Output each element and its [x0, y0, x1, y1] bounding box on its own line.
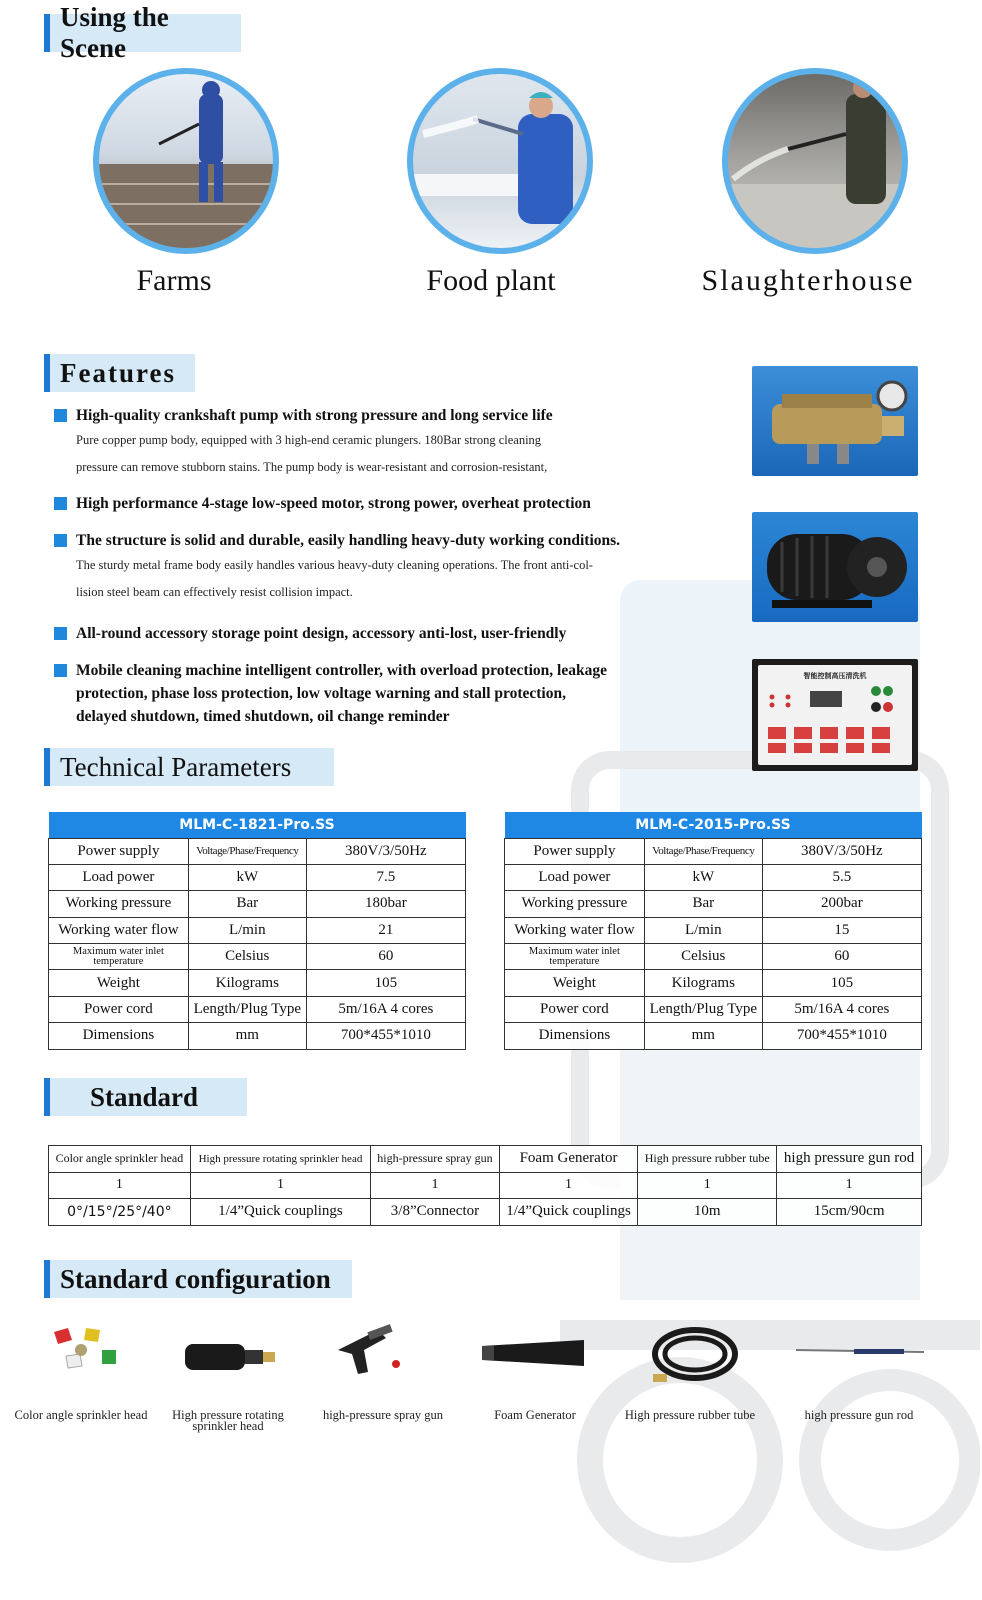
param-name: Load power [49, 864, 189, 890]
param-name: Power cord [505, 996, 645, 1022]
feature-title: The structure is solid and durable, easily handling heavy-duty working conditions. [76, 532, 621, 549]
accessory-spray-gun [308, 1320, 458, 1421]
param-name: Weight [49, 970, 189, 996]
table-row [505, 838, 922, 864]
bullet-square-icon [54, 664, 67, 677]
table-row [505, 996, 922, 1022]
param-value: 200bar [762, 891, 921, 917]
std-qty: 1 [49, 1172, 191, 1199]
std-spec: 1/4”Quick couplings [499, 1199, 638, 1226]
param-value: 105 [306, 970, 465, 996]
accessory-caption: high pressure gun rod [804, 1408, 914, 1422]
param-value: 105 [762, 970, 921, 996]
param-unit: Kilograms [644, 970, 762, 996]
std-qty: 1 [777, 1172, 922, 1199]
standard-table [48, 1145, 922, 1226]
std-spec: 1/4”Quick couplings [190, 1199, 370, 1226]
param-value: 60 [306, 944, 465, 970]
accessory-caption: high-pressure spray gun [322, 1408, 444, 1422]
param-unit: L/min [644, 917, 762, 943]
table-row [505, 891, 922, 917]
param-name: Dimensions [49, 1023, 189, 1049]
feature-item [54, 659, 614, 728]
gun-rod-icon [784, 1320, 934, 1392]
param-name: Working water flow [505, 917, 645, 943]
table-row [505, 917, 922, 943]
scene-image-farms [93, 68, 279, 254]
bullet-square-icon [54, 409, 67, 422]
accessory-caption: High pressure rubber tube [624, 1408, 756, 1422]
model-header: MLM-C-2015-Pro.SS [505, 812, 922, 838]
table-row [505, 1023, 922, 1049]
param-value: 180bar [306, 891, 465, 917]
section-title-tech [44, 748, 334, 786]
param-name: Power supply [49, 838, 189, 864]
table-row [505, 970, 922, 996]
param-value: 15 [762, 917, 921, 943]
table-row [49, 891, 466, 917]
section-title-standard [44, 1078, 247, 1116]
feature-item [54, 529, 694, 606]
accessory-caption: High pressure rotating sprinkler head [172, 1408, 284, 1433]
section-title-text: Features [60, 357, 176, 388]
rotating-head-icon [153, 1320, 303, 1392]
foam-generator-icon [460, 1320, 610, 1392]
accessory-rubber-tube [615, 1320, 765, 1421]
param-table-2015 [504, 812, 922, 1050]
param-value: 5.5 [762, 864, 921, 890]
bullet-square-icon [54, 534, 67, 547]
param-unit: kW [644, 864, 762, 890]
std-header: Foam Generator [499, 1146, 638, 1173]
accessory-caption: Foam Generator [494, 1408, 576, 1422]
std-spec: 3/8”Connector [371, 1199, 500, 1226]
accessory-rotating-head [153, 1320, 303, 1432]
nozzle-set-icon [6, 1320, 156, 1392]
std-qty: 1 [638, 1172, 777, 1199]
accessory-nozzles [6, 1320, 156, 1421]
model-header: MLM-C-1821-Pro.SS [49, 812, 466, 838]
table-row [49, 838, 466, 864]
param-value: 380V/3/50Hz [762, 838, 921, 864]
param-unit: L/min [188, 917, 306, 943]
pump-image [752, 366, 918, 476]
param-name: Load power [505, 864, 645, 890]
std-spec: 0°/15°/25°/40° [49, 1199, 191, 1226]
param-name: Working pressure [505, 891, 645, 917]
param-value: 700*455*1010 [306, 1023, 465, 1049]
spray-gun-icon [308, 1320, 458, 1392]
param-unit: Voltage/Phase/Frequency [644, 838, 762, 864]
param-name: Working pressure [49, 891, 189, 917]
feature-title: High performance 4-stage low-speed motor, strong power, overheat protection [76, 495, 591, 512]
hose-icon [615, 1320, 765, 1392]
param-name: Maximum water inlet temperature [505, 944, 645, 970]
param-name: Power cord [49, 996, 189, 1022]
scene-label-food-plant: Food plant [426, 264, 556, 297]
section-title-text: Using the Scene [60, 2, 169, 63]
std-header: Color angle sprinkler head [49, 1146, 191, 1173]
accessory-foam-generator [460, 1320, 610, 1421]
section-title-text: Standard [90, 1081, 199, 1112]
std-qty: 1 [190, 1172, 370, 1199]
param-value: 700*455*1010 [762, 1023, 921, 1049]
table-row [505, 944, 922, 970]
section-title-scene [44, 2, 241, 63]
param-unit: Length/Plug Type [188, 996, 306, 1022]
section-title-text: Standard configuration [60, 1263, 331, 1294]
bullet-square-icon [54, 627, 67, 640]
table-row [49, 1146, 922, 1173]
param-value: 380V/3/50Hz [306, 838, 465, 864]
param-unit: Bar [188, 891, 306, 917]
table-row [49, 944, 466, 970]
table-row [505, 864, 922, 890]
param-unit: Celsius [644, 944, 762, 970]
param-unit: Celsius [188, 944, 306, 970]
param-value: 21 [306, 917, 465, 943]
param-name: Working water flow [49, 917, 189, 943]
table-row [49, 1199, 922, 1226]
std-spec: 15cm/90cm [777, 1199, 922, 1226]
param-unit: kW [188, 864, 306, 890]
feature-title: High-quality crankshaft pump with strong pressure and long service life [76, 407, 553, 424]
param-value: 7.5 [306, 864, 465, 890]
table-row [49, 917, 466, 943]
table-row [49, 1023, 466, 1049]
controller-label: 智能控制高压清洗机 [803, 672, 867, 680]
accessory-gun-rod [784, 1320, 934, 1421]
scene-image-slaughterhouse [722, 68, 908, 254]
scene-image-food-plant [407, 68, 593, 254]
param-unit: mm [188, 1023, 306, 1049]
feature-item [54, 404, 694, 481]
feature-title: All-round accessory storage point design, accessory anti-lost, user-friendly [76, 625, 567, 642]
param-unit: mm [644, 1023, 762, 1049]
param-value: 60 [762, 944, 921, 970]
std-qty: 1 [499, 1172, 638, 1199]
std-header: high-pressure spray gun [371, 1146, 500, 1173]
controller-image [752, 659, 918, 771]
param-unit: Bar [644, 891, 762, 917]
std-header: High pressure rotating sprinkler head [190, 1146, 370, 1173]
section-title-text: Technical Parameters [60, 751, 292, 782]
param-name: Power supply [505, 838, 645, 864]
param-unit: Voltage/Phase/Frequency [188, 838, 306, 864]
param-name: Weight [505, 970, 645, 996]
table-row [49, 970, 466, 996]
feature-title: Mobile cleaning machine intelligent controller, with overload protection, leakage protection, phase loss protection, low voltage warning and stall protection, delayed shutdown, timed shutdown, oil change reminder [76, 662, 607, 725]
bullet-square-icon [54, 497, 67, 510]
param-name: Dimensions [505, 1023, 645, 1049]
accessory-caption: Color angle sprinkler head [14, 1408, 148, 1422]
feature-desc: The sturdy metal frame body easily handles various heavy-duty cleaning operations. The front anti-col- [76, 558, 593, 572]
param-name: Maximum water inlet temperature [49, 944, 189, 970]
feature-desc: Pure copper pump body, equipped with 3 high-end ceramic plungers. 180Bar strong cleaning [76, 433, 542, 447]
param-value: 5m/16A 4 cores [306, 996, 465, 1022]
feature-desc: pressure can remove stubborn stains. The pump body is wear-resistant and corrosion-resistant, [76, 460, 548, 474]
scene-label-slaughterhouse: Slaughterhouse [701, 264, 915, 297]
section-title-config [44, 1260, 352, 1298]
table-row [49, 1172, 922, 1199]
param-unit: Kilograms [188, 970, 306, 996]
table-row [49, 996, 466, 1022]
std-spec: 10m [638, 1199, 777, 1226]
std-header: high pressure gun rod [777, 1146, 922, 1173]
param-table-1821 [48, 812, 466, 1050]
feature-item [54, 622, 694, 645]
param-value: 5m/16A 4 cores [762, 996, 921, 1022]
feature-desc: lision steel beam can effectively resist collision impact. [76, 585, 353, 599]
param-unit: Length/Plug Type [644, 996, 762, 1022]
feature-item [54, 492, 694, 515]
section-title-features [44, 354, 195, 392]
std-qty: 1 [371, 1172, 500, 1199]
std-header: High pressure rubber tube [638, 1146, 777, 1173]
scene-label-farms: Farms [136, 264, 212, 297]
motor-image [752, 512, 918, 622]
table-row [49, 864, 466, 890]
